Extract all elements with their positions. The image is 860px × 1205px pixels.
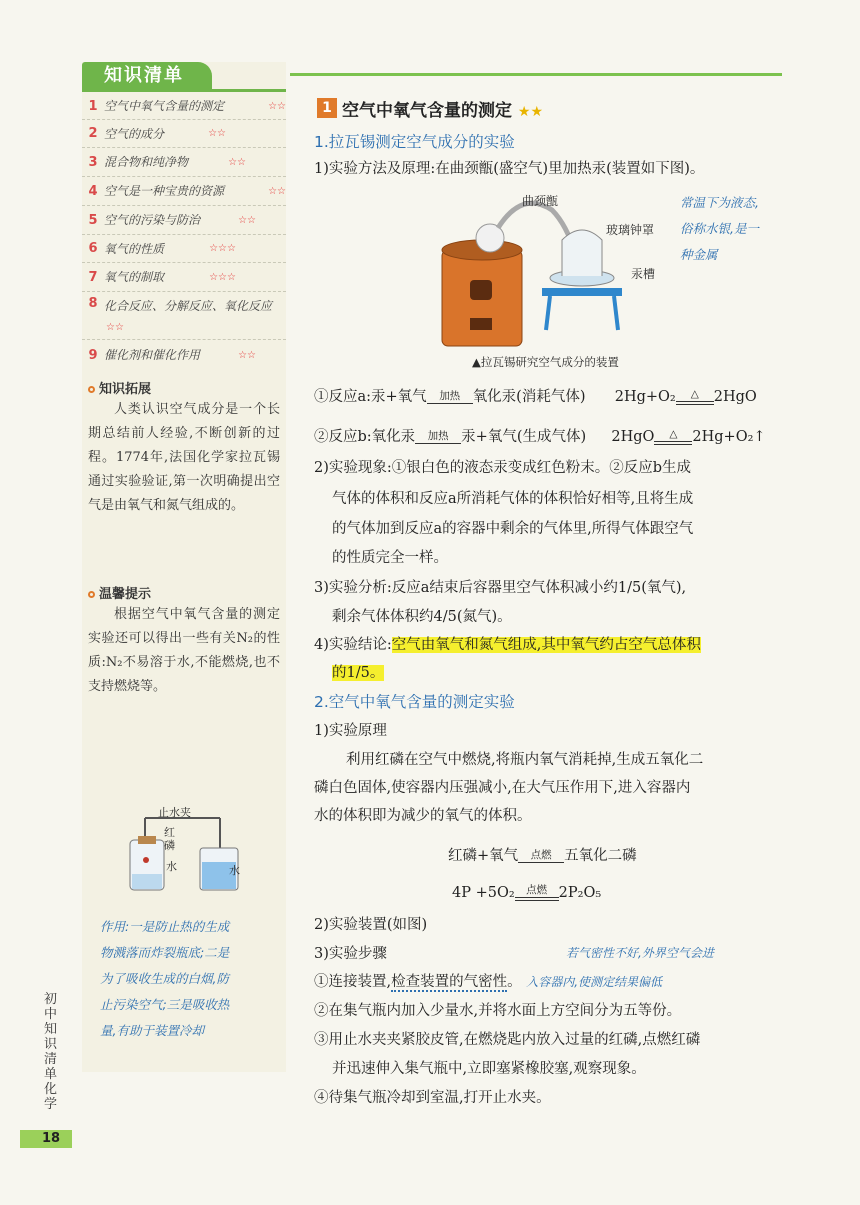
toc-num: 4 — [88, 183, 98, 199]
knowledge-ext-label: 知识拓展 — [99, 382, 152, 397]
text-line: 2)实验装置(如图) — [314, 917, 428, 933]
arrow-line — [518, 862, 564, 863]
arrow-line — [427, 403, 473, 404]
lavoisier-apparatus-figure — [432, 190, 642, 350]
condition-arrow — [518, 850, 564, 863]
note-line: 作用:一是防止热的生成 — [100, 919, 230, 934]
equals-sign — [515, 885, 559, 901]
tip-text: 根据空气中氧气含量的测定实验还可以得出一些有关N₂的性质:N₂不易溶于水,不能燃烧,也不支持燃烧等。 — [88, 607, 280, 694]
toc-item-2[interactable] — [82, 120, 286, 148]
note-line: 俗称水银,是一 — [680, 221, 759, 236]
reaction-a-left: ①反应a:汞+氧气 — [314, 389, 427, 405]
toc-label: 空气的成分 — [104, 126, 165, 141]
water-label-2: 水 — [229, 864, 240, 877]
reaction-a-right: 氧化汞(消耗气体) — [472, 389, 586, 405]
condition-label: 加热 — [439, 389, 461, 402]
equals-sign — [654, 429, 692, 445]
reaction-b-left: ②反应b:氧化汞 — [314, 429, 416, 445]
condition-label: △ — [669, 428, 678, 440]
bullet-icon — [88, 591, 95, 598]
toc-num: 9 — [88, 347, 98, 363]
word-eq-right: 五氧化二磷 — [564, 848, 637, 864]
toc-label: 空气中氧气含量的测定 — [104, 99, 225, 113]
note-line: 常温下为液态, — [680, 195, 759, 210]
conclusion-label: 4)实验结论: — [314, 637, 392, 653]
toc-item-1[interactable] — [82, 93, 286, 120]
equation-b-left: 2HgO — [611, 429, 655, 445]
toc-label: 催化剂和催化作用 — [104, 348, 201, 362]
tip-label: 温馨提示 — [99, 587, 152, 602]
toc-item-6[interactable] — [82, 235, 286, 263]
toc-label: 混合物和纯净物 — [104, 155, 189, 169]
knowledge-ext-heading — [88, 378, 151, 397]
star-icon: ☆☆☆ — [209, 271, 236, 283]
condition-arrow — [415, 431, 461, 444]
chem-equation — [452, 882, 601, 904]
eq-line — [676, 404, 714, 405]
condition-label: 点燃 — [530, 848, 552, 861]
section-title-text: 空气中氧气含量的测定 — [342, 101, 512, 121]
text-line: 剩余气体体积约4/5(氮气)。 — [332, 609, 512, 625]
page-number: 18 — [20, 1130, 72, 1148]
water-label: 水 — [166, 860, 177, 873]
toc-num: 8 — [88, 296, 98, 311]
phosphorus-label: 红磷 — [164, 826, 175, 852]
fig1-caption: ▲拉瓦锡研究空气成分的装置 — [472, 355, 619, 369]
eq-line — [654, 444, 692, 445]
star-icon: ☆☆☆ — [209, 243, 236, 254]
equals-sign — [676, 389, 714, 405]
equation-a-right: 2HgO — [713, 389, 757, 405]
toc-label: 氧气的制取 — [104, 270, 165, 284]
chem-eq-left: 4P +5O₂ — [452, 885, 515, 901]
toc-item-3[interactable] — [82, 148, 286, 177]
bullet-icon — [88, 386, 95, 393]
sidebar-title: 知识清单 — [82, 62, 212, 90]
note-line: 止污染空气;三是吸收热 — [100, 997, 230, 1012]
toc-item-9[interactable] — [82, 341, 286, 369]
text-line: 3)实验步骤 — [314, 946, 387, 962]
text-line: 的性质完全一样。 — [332, 550, 448, 566]
toc-label: 空气是一种宝贵的资源 — [104, 184, 225, 198]
step-1-text: ①连接装置, — [314, 974, 392, 990]
fig1-label-flask: 曲颈甑 — [522, 194, 559, 208]
arrow-line — [415, 443, 461, 444]
word-eq-left: 红磷+氧气 — [448, 848, 519, 864]
eq-line — [515, 900, 559, 901]
toc-item-8[interactable] — [82, 292, 286, 340]
text-line: 3)实验分析:反应a结束后容器里空气体积减小约1/5(氧气), — [314, 580, 687, 596]
toc-num: 1 — [88, 98, 98, 114]
text-line: 的气体加到反应a的容器中剩余的气体里,所得气体跟空气 — [332, 521, 694, 537]
toc-label-text: 化合反应、分解反应、氧化反应 — [104, 299, 273, 313]
word-equation — [448, 845, 637, 867]
toc-num: 5 — [88, 212, 98, 228]
note-line: 量,有助于装置冷却 — [100, 1023, 204, 1038]
note-line: 物溅落而炸裂瓶底;二是 — [100, 945, 230, 960]
toc-item-7[interactable] — [82, 263, 286, 292]
toc-num: 7 — [88, 269, 98, 285]
reaction-b-right: 汞+氧气(生成气体) — [461, 429, 587, 445]
sidebar-title-rule — [82, 89, 286, 92]
reaction-b-line — [314, 426, 766, 448]
tip-heading — [88, 583, 151, 602]
star-icon: ☆☆ — [238, 349, 256, 361]
toc-num: 6 — [88, 241, 98, 256]
step-1-line — [314, 971, 662, 993]
highlighted-text: 的1/5。 — [332, 665, 385, 681]
fig1-label-bell-jar: 玻璃钟罩 — [606, 223, 655, 237]
conclusion-line — [314, 634, 701, 656]
handwritten-note-mercury — [680, 190, 759, 268]
star-icon: ☆☆ — [106, 322, 124, 333]
text-line: 磷白色固体,使容器内压强减小,在大气压作用下,进入容器内 — [314, 780, 691, 796]
toc-label: 氧气的性质 — [104, 241, 165, 256]
eq-line — [654, 441, 692, 442]
text-line: 2)实验现象:①银白色的液态汞变成红色粉末。②反应b生成 — [314, 460, 692, 476]
side-vertical-label: 初中知识清单化学 — [44, 992, 58, 1112]
text-line: 利用红磷在空气中燃烧,将瓶内氧气消耗掉,生成五氧化二 — [346, 752, 704, 768]
handwritten-note-airtight-2: 入容器内,使测定结果偏低 — [526, 975, 663, 989]
equation-a-left: 2Hg+O₂ — [614, 389, 676, 405]
underlined-text: 检查装置的气密性 — [391, 974, 508, 990]
star-icon: ☆☆ — [268, 100, 286, 112]
step-3-line: ③用止水夹夹紧胶皮管,在燃烧匙内放入过量的红磷,点燃红磷 — [314, 1032, 701, 1048]
text-line: 1)实验原理 — [314, 723, 387, 739]
condition-label: 点燃 — [526, 884, 548, 896]
subheading-oxygen-test: 2.空气中氧气含量的测定实验 — [314, 693, 515, 711]
equation-b-right: 2Hg+O₂↑ — [692, 429, 766, 445]
header-rule — [290, 73, 782, 76]
star-icon: ☆☆ — [208, 128, 226, 139]
handwritten-note-airtight: 若气密性不好,外界空气会进 — [566, 946, 714, 960]
star-icon: ☆☆ — [228, 156, 246, 168]
text-line: 1)实验方法及原理:在曲颈甑(盛空气)里加热汞(装置如下图)。 — [314, 161, 705, 177]
knowledge-ext-text: 人类认识空气成分是一个长期总结前人经验,不断创新的过程。1774年,法国化学家拉瓦锡通过实验验证,第一次明确提出空气是由氧气和氮气组成的。 — [88, 402, 280, 513]
conclusion-line-2 — [332, 662, 384, 684]
handwritten-note-water — [100, 914, 229, 1044]
step-4-line: ④待集气瓶冷却到室温,打开止水夹。 — [314, 1090, 551, 1106]
text-line: 气体的体积和反应a所消耗气体的体积恰好相等,且将生成 — [332, 491, 694, 507]
star-icon: ★★ — [517, 104, 544, 120]
toc-item-4[interactable] — [82, 177, 286, 206]
step-2-line: ②在集气瓶内加入少量水,并将水面上方空间分为五等份。 — [314, 1003, 682, 1019]
clip-label: 止水夹 — [158, 806, 191, 819]
step-1-end: 。 — [507, 974, 522, 990]
subheading-lavoisier: 1.拉瓦锡测定空气成分的实验 — [314, 133, 515, 151]
toc-num: 2 — [88, 126, 98, 141]
toc-num: 3 — [88, 154, 98, 170]
highlighted-text: 空气由氧气和氮气组成,其中氧气约占空气总体积 — [391, 637, 701, 653]
toc-label: 空气的污染与防治 — [104, 213, 201, 227]
eq-line — [515, 897, 559, 898]
chem-eq-right: 2P₂O₅ — [558, 885, 602, 901]
note-line: 种金属 — [680, 247, 718, 262]
condition-label: △ — [690, 388, 699, 400]
note-line: 为了吸收生成的白烟,防 — [100, 971, 229, 986]
condition-label: 加热 — [427, 429, 449, 442]
star-icon: ☆☆ — [238, 214, 256, 226]
condition-arrow — [427, 391, 473, 404]
text-line: 水的体积即为减少的氧气的体积。 — [314, 808, 532, 824]
star-icon: ☆☆ — [268, 185, 286, 197]
section-title — [342, 96, 543, 121]
step-3-line-2: 并迅速伸入集气瓶中,立即塞紧橡胶塞,观察现象。 — [332, 1061, 646, 1077]
eq-line — [676, 401, 714, 402]
section-number-badge: 1 — [317, 98, 337, 118]
toc-item-5[interactable] — [82, 206, 286, 235]
reaction-a-line — [314, 386, 757, 408]
toc-label — [104, 296, 286, 338]
fig1-label-trough: 汞槽 — [631, 267, 656, 281]
